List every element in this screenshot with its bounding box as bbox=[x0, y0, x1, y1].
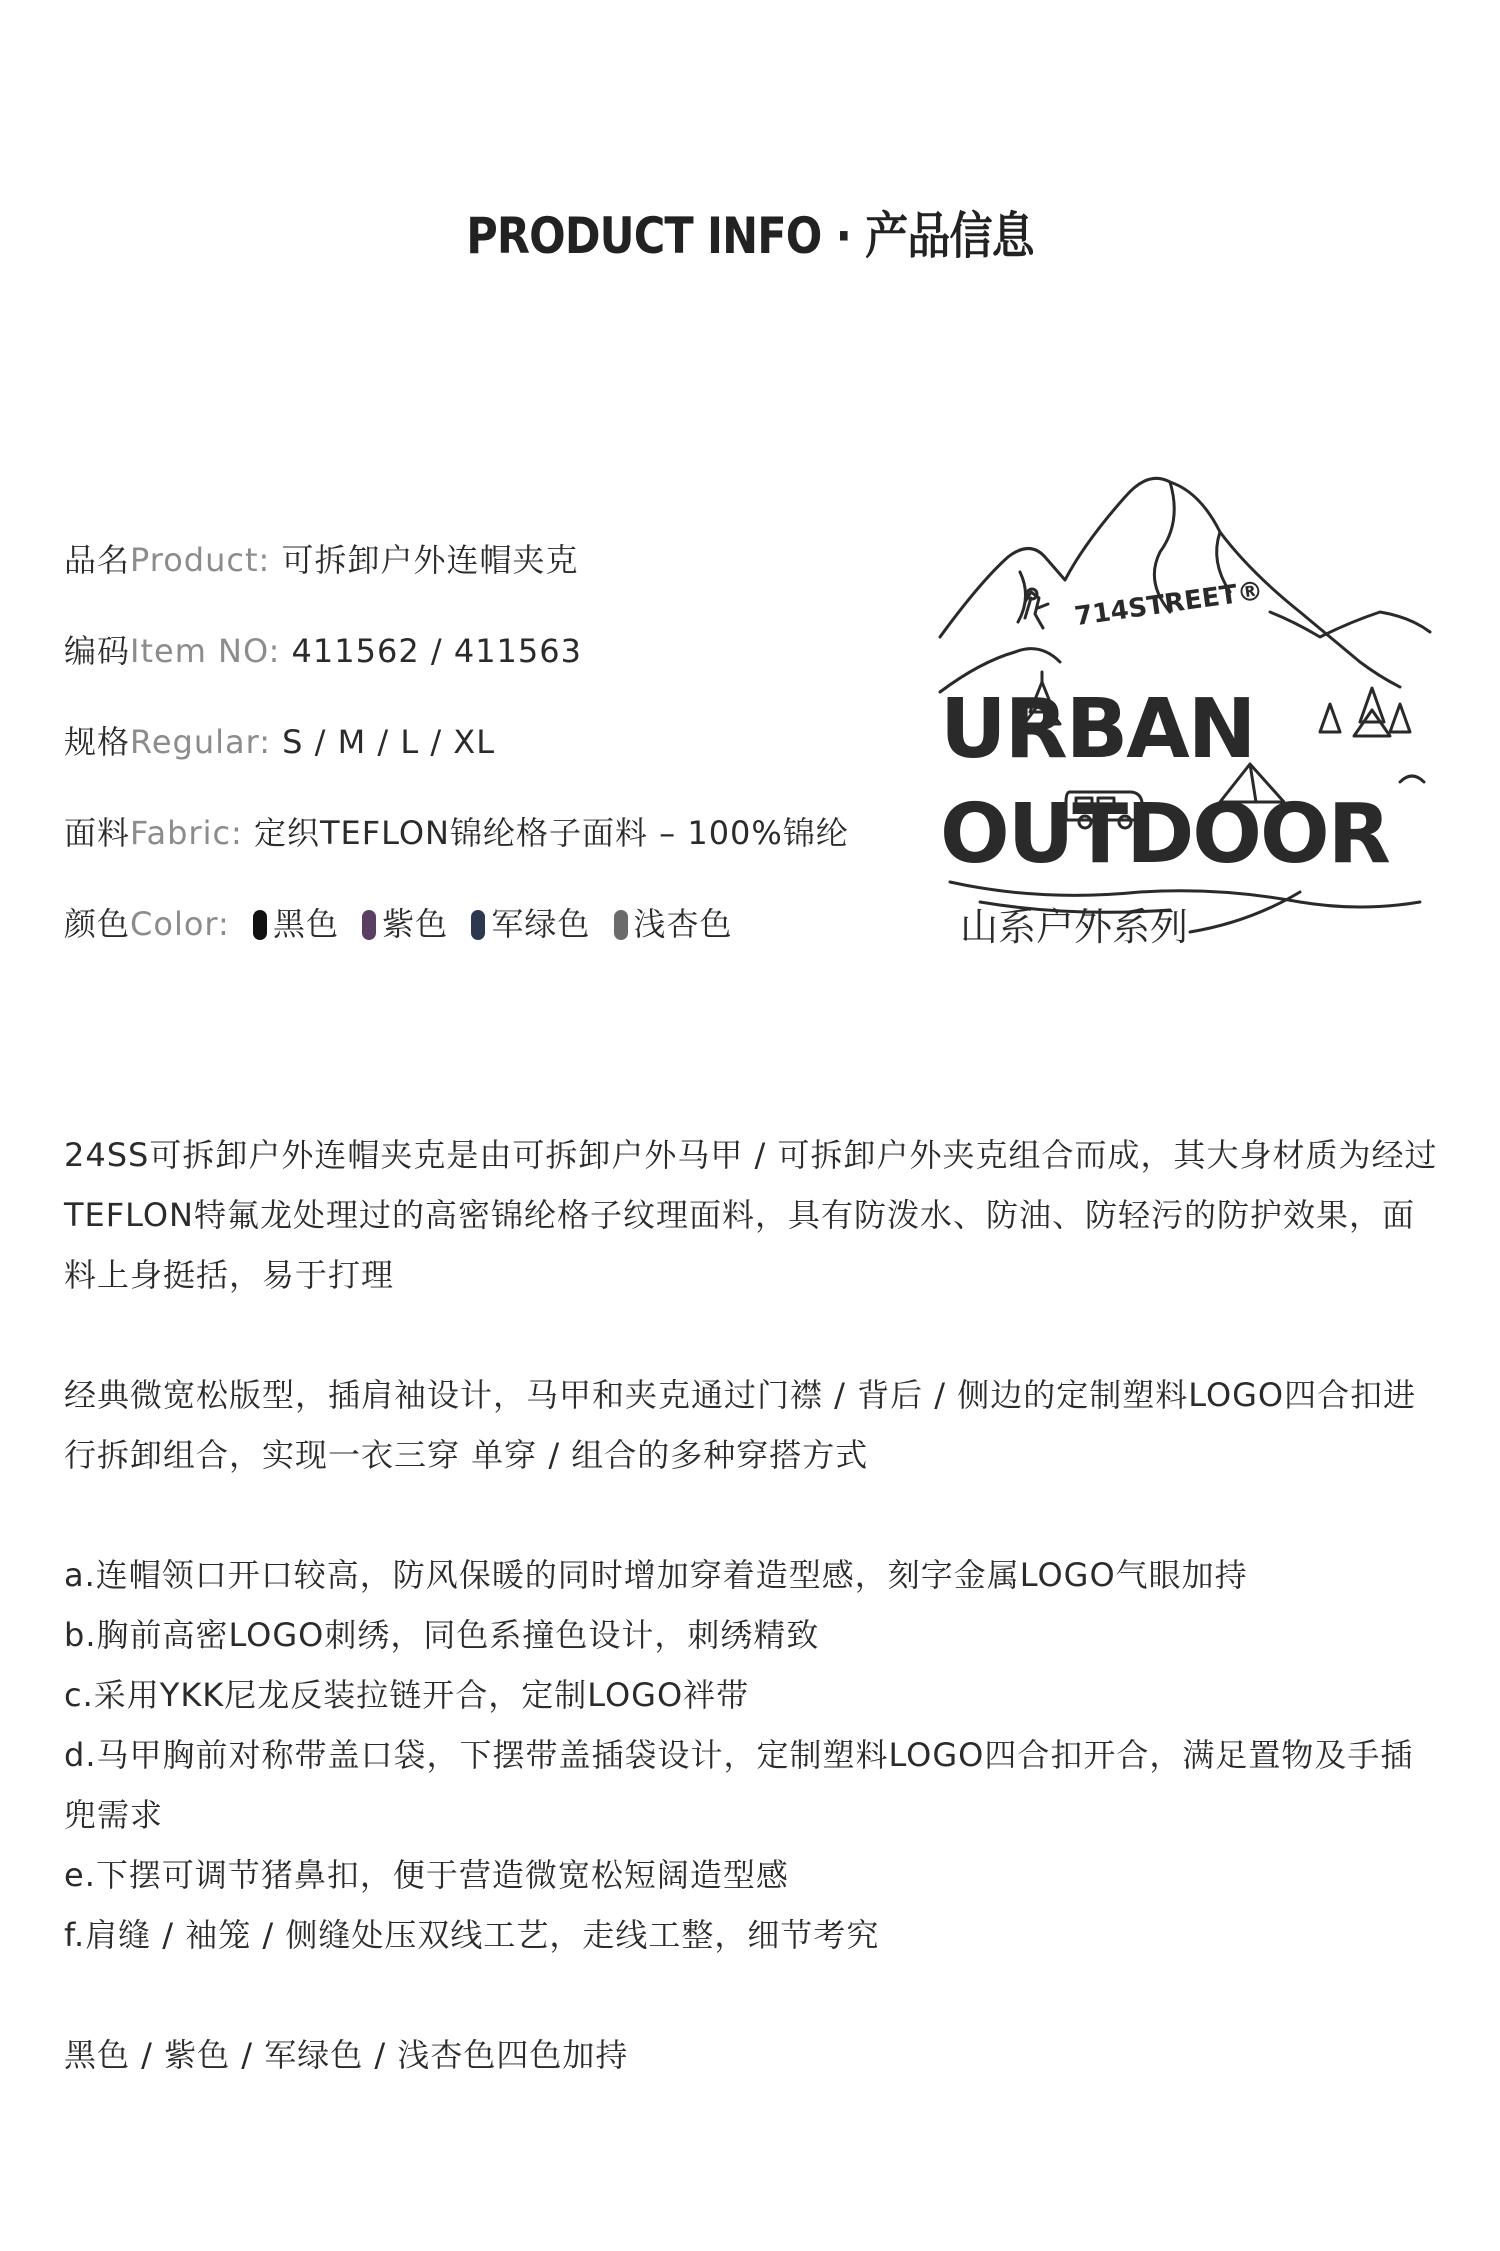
color-swatch-light-apricot bbox=[614, 910, 628, 940]
spec-label-en: Regular: bbox=[130, 723, 271, 761]
page-title: PRODUCT INFO · 产品信息 bbox=[466, 207, 1034, 265]
color-name: 黑色 bbox=[272, 905, 339, 943]
description-paragraph: 24SS可拆卸户外连帽夹克是由可拆卸户外马甲 / 可拆卸户外夹克组合而成，其大身材质为经过TEFLON特氟龙处理过的高密锦纶格子纹理面料，具有防泼水、防油、防轻污的防护效果，面料上身挺括，易于打理 bbox=[64, 1136, 1438, 1294]
logo-word-urban: URBAN bbox=[940, 682, 1255, 777]
spec-row-size bbox=[64, 712, 924, 803]
spec-label-cn: 品名 bbox=[64, 541, 131, 579]
spec-label-cn: 面料 bbox=[64, 814, 131, 852]
color-name: 浅杏色 bbox=[633, 905, 733, 943]
mountain-illustration bbox=[920, 462, 1440, 962]
spec-label-en: Item NO: bbox=[130, 632, 281, 670]
spec-label-en: Fabric: bbox=[130, 814, 243, 852]
feature-item: e.下摆可调节猪鼻扣，便于营造微宽松短阔造型感 bbox=[64, 1856, 789, 1894]
spec-row-color bbox=[64, 894, 924, 985]
spec-value: 定织TEFLON锦纶格子面料 – 100%锦纶 bbox=[242, 814, 849, 852]
color-swatch-purple bbox=[362, 910, 376, 940]
spec-value: 411562 / 411563 bbox=[280, 632, 582, 670]
logo-word-outdoor: OUTDOOR bbox=[940, 787, 1389, 882]
color-name: 紫色 bbox=[382, 905, 449, 943]
feature-item: c.采用YKK尼龙反装拉链开合，定制LOGO袢带 bbox=[64, 1676, 750, 1714]
spec-label-cn: 规格 bbox=[64, 723, 131, 761]
logo-series-name: 山系户外系列 bbox=[960, 905, 1189, 949]
feature-item: a.连帽领口开口较高，防风保暖的同时增加穿着造型感，刻字金属LOGO气眼加持 bbox=[64, 1556, 1248, 1594]
feature-item: d.马甲胸前对称带盖口袋，下摆带盖插袋设计，定制塑料LOGO四合扣开合，满足置物及手插兜需求 bbox=[64, 1736, 1414, 1834]
product-description bbox=[64, 1125, 1439, 2085]
spec-label-en: Color: bbox=[130, 905, 230, 943]
color-summary: 黑色 / 紫色 / 军绿色 / 浅杏色四色加持 bbox=[64, 2036, 629, 2074]
spec-label-cn: 颜色 bbox=[64, 905, 131, 943]
mountain-ridge bbox=[940, 478, 1400, 687]
urban-outdoor-logo bbox=[920, 462, 1440, 962]
spec-row-product bbox=[64, 530, 924, 621]
spec-value: S / M / L / XL bbox=[270, 723, 496, 761]
spec-label-cn: 编码 bbox=[64, 632, 131, 670]
brand-name: 714STREET® bbox=[1072, 576, 1266, 633]
color-swatch-army-green bbox=[471, 910, 485, 940]
spec-row-fabric bbox=[64, 803, 924, 894]
feature-item: b.胸前高密LOGO刺绣，同色系撞色设计，刺绣精致 bbox=[64, 1616, 820, 1654]
spec-value: 可拆卸户外连帽夹克 bbox=[270, 541, 579, 579]
color-swatch-black bbox=[253, 910, 267, 940]
description-paragraph: 经典微宽松版型，插肩袖设计，马甲和夹克通过门襟 / 背后 / 侧边的定制塑料LOGO四合扣进行拆卸组合，实现一衣三穿 单穿 / 组合的多种穿搭方式 bbox=[64, 1376, 1417, 1474]
feature-item: f.肩缝 / 袖笼 / 侧缝处压双线工艺，走线工整，细节考究 bbox=[64, 1916, 880, 1954]
spec-list bbox=[64, 530, 924, 985]
color-name: 军绿色 bbox=[491, 905, 591, 943]
spec-label-en: Product: bbox=[130, 541, 271, 579]
spec-row-item-no bbox=[64, 621, 924, 712]
